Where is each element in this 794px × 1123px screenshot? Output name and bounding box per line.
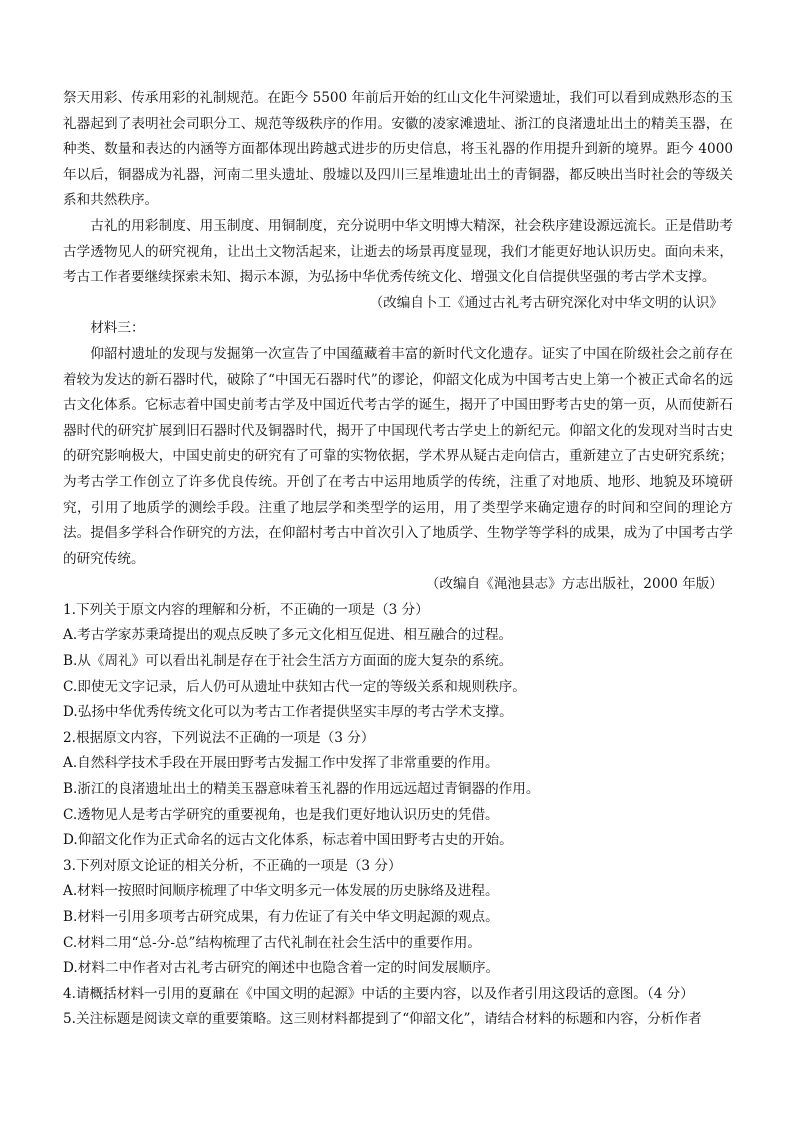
question-stem: 1.下列关于原文内容的理解和分析，不正确的一项是（3 分） [63, 601, 429, 618]
question-stem: 2.根据原文内容，下列说法不正确的一项是（3 分） [63, 729, 375, 746]
question-1 [63, 598, 733, 726]
question-2 [63, 726, 733, 854]
question-4: 4.请概括材料一引用的夏鼐在《中国文明的起源》中话的主要内容，以及作者引用这段话的意图。（4 分） [63, 985, 694, 1002]
passage-paragraph-3: 仰韶村遗址的发现与发掘第一次宣告了中国蕴藏着丰富的新时代文化遗存。证实了中国在阶级社会之前存在着较为发达的新石器时代，破除了“中国无石器时代”的谬论，仰韶文化成为中国考古史上第一个被正式命名的远古文化体系。它标志着中国史前考古学及中国近代考古学的诞生，揭开了中国田野考古史的第一页，从而使新石器时代的研究扩展到旧石器时代及铜器时代，揭开了中国现代考古学史上的新纪元。仰韶文化的发现对当时古史的研究影响极大，中国史前史的研究有了可靠的实物依据，学术界从疑古走向信古，重新建立了古史研究系统；为考古学工作创立了许多优良传统。开创了在考古中运用地质学的传统，注重了对地质、地形、地貌及环境研究，引用了地质学的测绘手段。注重了地层学和类型学的运用，用了类型学来确定遗存的时间和空间的理论方法。提倡多学科合作研究的方法，在仰韶村考古中首次引入了地质学、生物学等学科的成果，成为了中国考古学的研究传统。 [63, 345, 733, 567]
source-citation-2: （改编自卜工《通过古礼考古研究深化对中华文明的认识》 [369, 294, 723, 311]
option-b: B.材料一引用多项考古研究成果，有力佐证了有关中华文明起源的观点。 [63, 909, 499, 925]
passage-paragraph-2: 古礼的用彩制度、用玉制度、用铜制度，充分说明中华文明博大精深，社会秩序建设源远流长。正是借助考古学透物见人的研究视角，让出土文物活起来，让逝去的场景再度显现，我们才能更好地认识历史。面向未来，考古工作者要继续探索未知、揭示本源，为弘扬中华优秀传统文化、增强文化自信提供坚强的考古学术支撑。 [63, 217, 733, 286]
option-a: A.材料一按照时间顺序梳理了中华文明多元一体发展的历史脉络及进程。 [63, 883, 499, 900]
option-d: D.弘扬中华优秀传统文化可以为考古工作者提供坚实丰厚的考古学术支撑。 [63, 704, 513, 721]
option-c: C.透物见人是考古学研究的重要视角，也是我们更好地认识历史的凭借。 [63, 806, 499, 823]
option-b: B.从《周礼》可以看出礼制是存在于社会生活方方面面的庞大复杂的系统。 [63, 653, 513, 670]
option-d: D.材料二中作者对古礼考古研究的阐述中也隐含着一定的时间发展顺序。 [63, 960, 500, 977]
passage-paragraph-1: 祭天用彩、传承用彩的礼制规范。在距今 5500 年前后开始的红山文化牛河梁遗址，我们可以看到成熟形态的玉礼器起到了表明社会司职分工、规范等级秩序的作用。安徽的凌家滩遗址、浙江的良渚遗址出土的精美玉器，在种类、数量和表达的内涵等方面都体现出跨越式进步的历史信息，将玉礼器的作用提升到新的境界。距今 4000 年以后，铜器成为礼器，河南二里头遗址、殷墟以及四川三星堆遗址出土的青铜器，都反映出当时社会的等级关系和共然秩序。 [63, 90, 733, 209]
exam-page [63, 86, 733, 1033]
option-b: B.浙江的良渚遗址出土的精美玉器意味着玉礼器的作用远远超过青铜器的作用。 [63, 781, 540, 798]
material-3-label: 材料三： [90, 320, 145, 337]
option-c: C.材料二用“总-分-总”结构梳理了古代礼制在社会生活中的重要作用。 [63, 934, 481, 951]
option-a: A.考古学家苏秉琦提出的观点反映了多元文化相互促进、相互融合的过程。 [63, 627, 513, 644]
option-d: D.仰韶文化作为正式命名的远古文化体系，标志着中国田野考古史的开始。 [63, 832, 513, 849]
question-stem: 3.下列对原文论证的相关分析，不正确的一项是（3 分） [63, 857, 402, 874]
source-citation-3: （改编自《渑池县志》方志出版社，2000 年版） [425, 576, 723, 593]
option-a: A.自然科学技术手段在开展田野考古发掘工作中发挥了非常重要的作用。 [63, 755, 499, 772]
question-3 [63, 854, 733, 982]
option-c: C.即使无文字记录，后人仍可从遗址中获知古代一定的等级关系和规则秩序。 [63, 678, 526, 695]
question-5: 5.关注标题是阅读文章的重要策略。这三则材料都提到了“仰韶文化”，请结合材料的标题和内容，分析作者 [63, 1011, 702, 1028]
